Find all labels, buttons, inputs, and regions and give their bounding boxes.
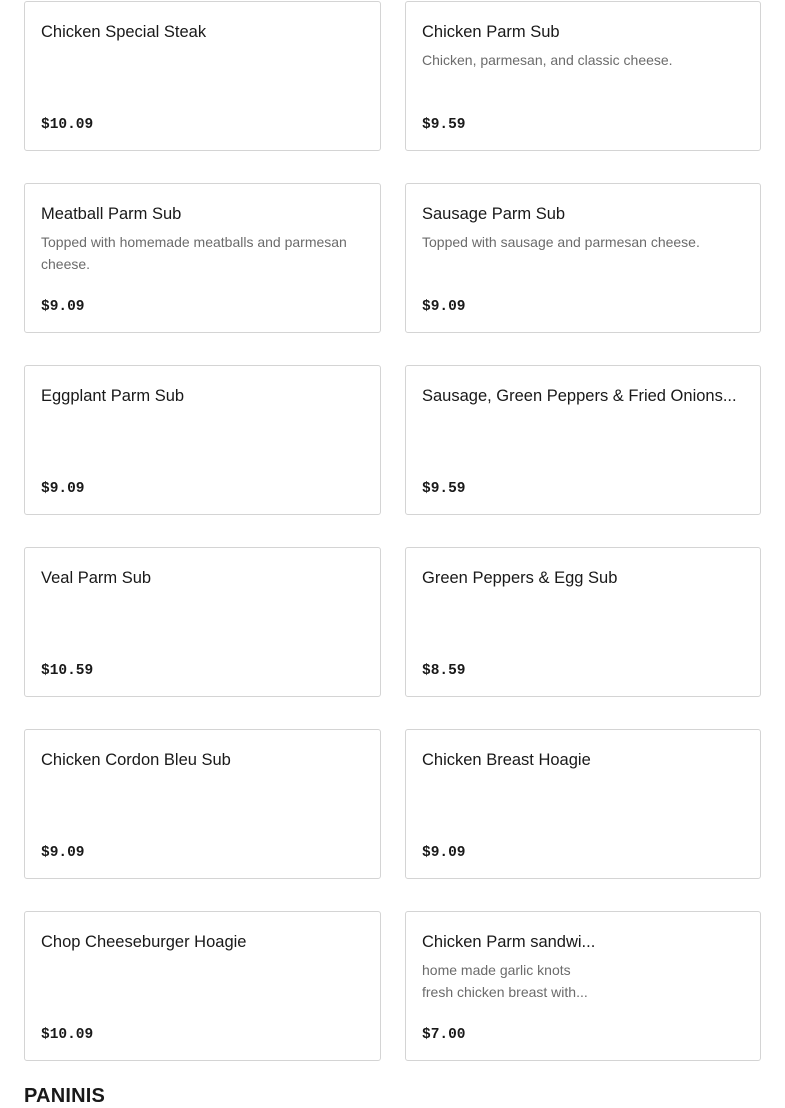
menu-item-description: Topped with sausage and parmesan cheese.: [422, 234, 700, 250]
menu-item-name: Sausage Parm Sub: [422, 205, 566, 223]
menu-item-card[interactable]: [405, 911, 761, 1061]
menu-item-card[interactable]: [24, 365, 381, 515]
menu-item-price: $10.59: [41, 663, 94, 679]
menu-item-card[interactable]: [405, 365, 761, 515]
menu-item-card[interactable]: [405, 1, 761, 151]
section-heading-paninis: PANINIS: [24, 1085, 106, 1107]
menu-item-price: $8.59: [422, 663, 466, 679]
menu-item-name: Eggplant Parm Sub: [41, 387, 185, 405]
menu-item-description: home made garlic knots fresh chicken breast with...: [422, 962, 588, 1000]
menu-item-grid: [24, 1, 761, 1061]
menu-item-name: Chicken Breast Hoagie: [422, 751, 591, 769]
menu-item-price: $9.59: [422, 481, 466, 497]
menu-item-card[interactable]: [24, 911, 381, 1061]
menu-item-price: $7.00: [422, 1027, 466, 1043]
menu-item-card[interactable]: [24, 183, 381, 333]
menu-item-card[interactable]: [24, 729, 381, 879]
menu-item-name: Veal Parm Sub: [41, 569, 152, 587]
menu-item-name: Chop Cheeseburger Hoagie: [41, 933, 247, 951]
menu-item-name: Chicken Parm sandwi...: [422, 933, 596, 951]
menu-item-description: Topped with homemade meatballs and parmesan cheese.: [41, 234, 347, 272]
menu-item-price: $10.09: [41, 1027, 94, 1043]
menu-item-price: $9.09: [41, 845, 85, 861]
menu-item-card[interactable]: [405, 547, 761, 697]
menu-item-price: $9.09: [41, 481, 85, 497]
menu-item-name: Sausage, Green Peppers & Fried Onions...: [422, 387, 737, 405]
menu-item-name: Green Peppers & Egg Sub: [422, 569, 618, 587]
menu-item-price: $10.09: [41, 117, 94, 133]
menu-item-price: $9.09: [422, 299, 466, 315]
menu-item-price: $9.09: [422, 845, 466, 861]
menu-item-price: $9.59: [422, 117, 466, 133]
menu-item-name: Chicken Parm Sub: [422, 23, 560, 41]
menu-item-name: Chicken Special Steak: [41, 23, 207, 41]
menu-item-card[interactable]: [24, 1, 381, 151]
menu-item-card[interactable]: [405, 183, 761, 333]
menu-item-name: Chicken Cordon Bleu Sub: [41, 751, 231, 769]
menu-item-price: $9.09: [41, 299, 85, 315]
menu-item-name: Meatball Parm Sub: [41, 205, 182, 223]
menu-item-description: Chicken, parmesan, and classic cheese.: [422, 52, 673, 68]
menu-item-card[interactable]: [405, 729, 761, 879]
menu-item-card[interactable]: [24, 547, 381, 697]
